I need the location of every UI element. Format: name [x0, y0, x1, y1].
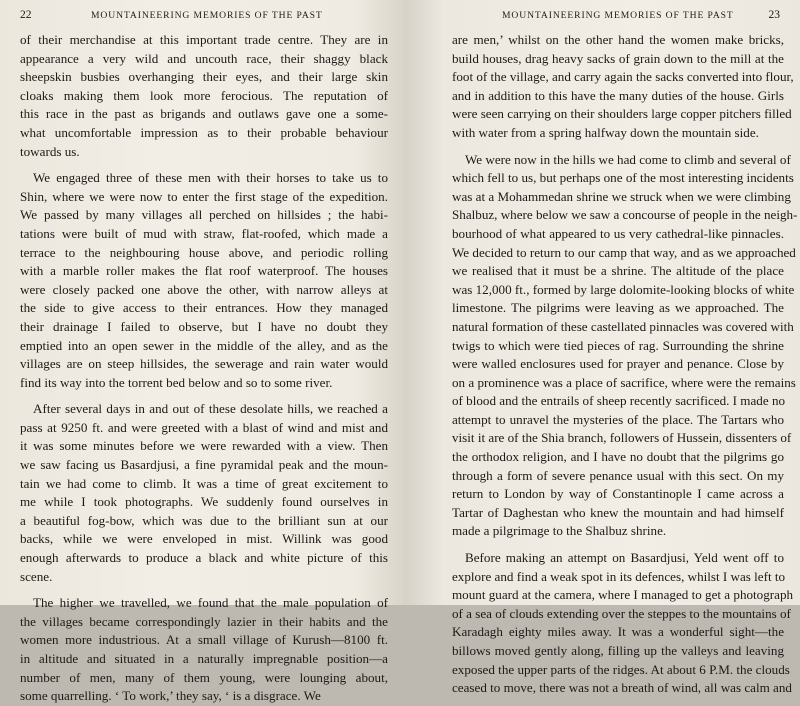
text-line: explore and find a weak spot in its defences, whilst I was left to [452, 568, 786, 584]
text-line: what uncomfortable impression as to their probable behaviour [20, 124, 388, 140]
paragraph [452, 31, 794, 143]
paragraph [452, 151, 798, 541]
paragraph-gap [20, 161, 388, 169]
text-line: pass at 9250 ft. and were greeted with a blast of wind and mist and [20, 419, 388, 435]
text-line: Before making an attempt on Basardjusi, Yeld went off to [465, 550, 784, 566]
text-line: women more industrious. At a small village of Kurush—8100 ft. [20, 632, 388, 648]
right-page-text [452, 31, 798, 698]
text-line: The higher we travelled, we found that the male population of [33, 595, 388, 611]
text-line: number of men, many of them young, were lounging about, [20, 669, 388, 685]
text-line: were walled enclosures used for prayer and penance. Close by [452, 356, 784, 372]
text-line: visit it are of the Shia branch, followers of Hussein, dissenters of [452, 430, 792, 446]
text-line: enough afterwards to produce a black and white picture of this [20, 550, 388, 566]
running-title: MOUNTAINEERING MEMORIES OF THE PAST [91, 10, 323, 21]
text-line: attempt to unravel the mysteries of the place. The Tartars who [452, 411, 784, 427]
paragraph [452, 549, 794, 698]
text-line: Shin, where we were now to enter the first stage of the expedition. [20, 188, 388, 204]
text-line: mount guard at the camera, where I managed to get a photograph [452, 587, 794, 603]
text-line: of a sea of clouds extending over the steppes to the mountains of [452, 605, 791, 621]
text-line: build houses, drag heavy sacks of grain down to the mill at the [452, 50, 784, 66]
text-line: with a marble roller makes the flat roof waterproof. The houses [20, 263, 388, 279]
left-page-text [20, 31, 388, 706]
text-line: natural formation of these castellated pinnacles was covered with [452, 318, 794, 334]
text-line: foot of the village, and carry again the sacks converted into flour, [452, 69, 794, 85]
text-line: was 12,000 ft., formed by large dolomite-looking blocks of white [452, 281, 795, 297]
text-line: backs, while we were enveloped in mist. Willink was good [20, 531, 388, 547]
text-line: on a prominence was a place of sacrifice, where were the remains [452, 374, 796, 390]
page-number: 23 [768, 9, 780, 21]
text-line: of their merchandise at this important trade centre. They are in [20, 32, 388, 47]
text-line: we realised that it must be a shrine. The altitude of the place [452, 263, 784, 279]
text-line: we saw facing us Basardjusi, a fine pyramidal peak and the moun- [20, 457, 388, 473]
text-line: the villages became correspondingly lazier in their habits and the [20, 613, 388, 629]
text-line: of blood and the entrails of sheep recently sacrificed. I made no [452, 393, 786, 409]
text-line: ceased to move, there was not a breath of wind, all was calm and [452, 680, 792, 696]
text-line: return to London by way of Constantinople I came across a [452, 486, 784, 502]
text-line: After several days in and out of these desolate hills, we reached a [33, 401, 388, 417]
text-line: emptied into an open sewer in the middle of the alley, and as the [20, 337, 388, 353]
text-line: tations were built of mud with straw, flat-roofed, which made a [20, 225, 388, 241]
text-line: the orthodox religion, and I have no doubt that the pilgrims go [452, 449, 784, 465]
page-number: 22 [20, 9, 32, 21]
text-line: cloaks making them look more ferocious. The reputation of [20, 87, 388, 103]
text-line: terrace to the neighbouring house above, and periodic rolling [20, 244, 388, 260]
running-title: MOUNTAINEERING MEMORIES OF THE PAST [502, 10, 734, 21]
text-line: Tartar of Daghestan who knew the mountain and had himself [452, 504, 784, 520]
text-line: me while I took photographs. We suddenly found ourselves in [20, 494, 388, 510]
text-line: and in addition to this have the many duties of the house. Girls [452, 87, 784, 103]
text-line: find its way into the torrent bed below and so to some river. [20, 374, 333, 390]
text-line: in altitude and situated in a naturally impregnable position—a [20, 651, 388, 666]
paragraph-gap [452, 143, 784, 151]
paragraph-gap [20, 586, 388, 594]
paragraph [20, 169, 388, 392]
text-line: were closely packed one above the other, with narrow alleys at [20, 281, 388, 297]
right-page-header [404, 9, 800, 25]
text-line: are men,’ whilst on the other hand the women make bricks, [452, 32, 784, 47]
text-line: tain we had come to climb. It was a time of great excitement to [20, 475, 388, 491]
text-line: exposed the upper parts of the ridges. At about 6 P.M. the clouds [452, 661, 790, 677]
paragraph [20, 400, 388, 586]
text-line: appearance a very wild and uncouth race, their shaggy black [20, 50, 388, 66]
text-line: villages are on steep hillsides, the sewerage and rain water would [20, 356, 388, 372]
text-line: limestone. The pilgrims were leaving as we approached. The [452, 300, 784, 316]
text-line: We decided to return to our camp that way, and as we approached [452, 244, 796, 260]
text-line: was at a Mohammedan shrine we struck when we were climbing [452, 188, 791, 204]
paragraph [20, 31, 388, 161]
left-page-header [0, 9, 404, 25]
text-line: We were now in the hills we had come to climb and several of [465, 151, 791, 167]
text-line: some quarrelling. ‘ To work,’ they say, ‘ is a disgrace. We [20, 688, 321, 704]
paragraph-gap [452, 541, 784, 549]
text-line: sheepskin busbies overhanging their eyes, and their large skin [20, 69, 388, 85]
right-page [404, 0, 800, 696]
text-line: Karadagh eighty miles away. It was a wonderful sight—the [452, 624, 784, 640]
text-line: which fell to us, but perhaps one of the most interesting incidents [452, 170, 794, 186]
text-line: this race in the past as brigands and outlaws gave one a some- [20, 106, 388, 122]
text-line: We engaged three of these men with their horses to take us to [33, 170, 388, 186]
text-line: it was some minutes before we were rewarded with a view. Then [20, 438, 388, 454]
text-line: We passed by many villages all perched on hillsides ; the habi- [20, 207, 388, 223]
paragraph-gap [20, 392, 388, 400]
paragraph [20, 594, 388, 706]
text-line: through a form of severe penance usual with this sect. On my [452, 467, 784, 483]
text-line: billows moved gently along, filling up the valleys and leaving [452, 643, 784, 658]
text-line: their drainage I failed to observe, but I have no doubt they [20, 318, 388, 334]
text-line: twigs to which were tied pieces of rag. Surrounding the shrine [452, 337, 784, 353]
text-line: with water from a spring halfway down the mountain side. [452, 124, 759, 140]
text-line: were seen carrying on their shoulders large copper pitchers filled [452, 106, 792, 122]
text-line: made a pilgrimage to the Shalbuz shrine. [452, 523, 667, 539]
text-line: bourhood of what appeared to us very cathedral-like pinnacles. [452, 225, 784, 241]
text-line: a beautiful fog-bow, which was due to the brilliant sun at our [20, 512, 388, 528]
text-line: Shalbuz, where below we saw a concourse of people in the neigh- [452, 207, 798, 223]
text-line: towards us. [20, 143, 80, 159]
text-line: the side to give access to their entrances. How they managed [20, 300, 388, 316]
text-line: scene. [20, 568, 53, 584]
